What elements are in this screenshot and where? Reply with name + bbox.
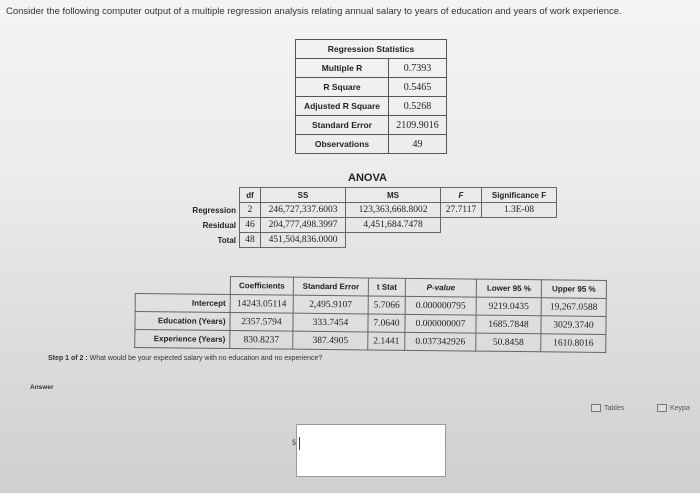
table-row: Observations 49 xyxy=(296,135,447,154)
tables-label: Tables xyxy=(604,404,625,412)
table-row: Intercept 14243.05114 2,495.9107 5.7066 0.000000795 9219.0435 19,267.0588 xyxy=(135,294,606,317)
keypad-icon xyxy=(657,404,667,412)
answer-label: Answer xyxy=(30,384,54,391)
table-row: R Square 0.5465 xyxy=(296,78,447,97)
tables-button[interactable] xyxy=(591,404,624,412)
table-header-row: df SS MS F Significance F xyxy=(178,188,557,203)
table-row: Total 48 451,504,836.0000 xyxy=(178,233,557,248)
table-row: Adjusted R Square 0.5268 xyxy=(296,97,447,116)
table-row: Standard Error 2109.9016 xyxy=(296,116,447,135)
table-row: Experience (Years) 830.8237 387.4905 2.1441 0.037342926 50.8458 1610.8016 xyxy=(135,330,606,353)
table-row: Multiple R 0.7393 xyxy=(296,59,447,78)
table-row: Regression 2 246,727,337.6003 123,363,668.8002 27.7117 1.3E-08 xyxy=(178,203,557,218)
table-icon xyxy=(591,404,601,412)
step-label: Step 1 of 2 : xyxy=(48,355,88,362)
step-question xyxy=(48,355,322,362)
regression-statistics-table xyxy=(295,39,447,154)
table-row: Residual 46 204,777,498.3997 4,451,684.7478 xyxy=(178,218,557,233)
question-text: Consider the following computer output of a multiple regression analysis relating annual salary to years of education and years of work experience. xyxy=(6,6,622,17)
table-row: Education (Years) 2357.5794 333.7454 7.0640 0.000000007 1685.7848 3029.3740 xyxy=(135,312,606,335)
text-cursor xyxy=(299,437,300,450)
keypad-label: Keypa xyxy=(670,404,690,412)
table-header-row: Coefficients Standard Error t Stat P-value Lower 95 % Upper 95 % xyxy=(135,276,606,299)
anova-table xyxy=(178,187,557,248)
step-text: What would be your expected salary with no education and no experience? xyxy=(87,355,323,362)
anova-title: ANOVA xyxy=(348,172,387,184)
keypad-button[interactable] xyxy=(657,404,690,412)
answer-input[interactable] xyxy=(296,424,446,477)
dollar-prefix: $ xyxy=(292,438,296,447)
coefficients-table xyxy=(134,275,607,353)
regression-statistics-title: Regression Statistics xyxy=(296,40,447,59)
